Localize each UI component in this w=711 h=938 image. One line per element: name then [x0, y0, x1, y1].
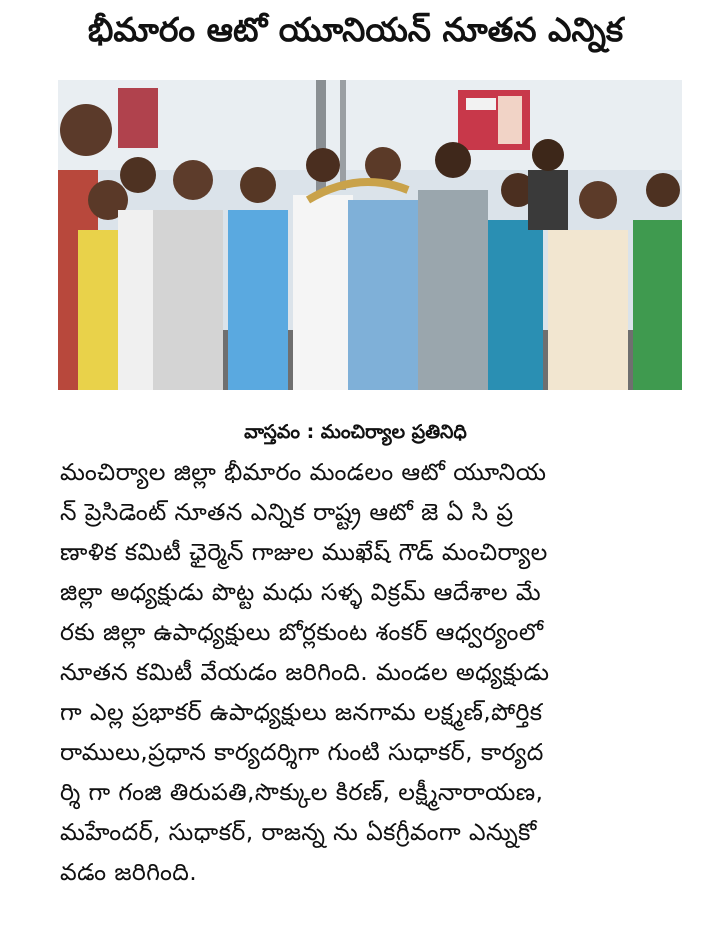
article-line: వడం జరిగింది. [60, 858, 198, 886]
article-line: మంచిర్యాల జిల్లా భీమారం మండలం ఆటో యూనియ [60, 458, 547, 486]
dateline: వాస్తవం : మంచిర్యాల ప్రతినిధి [244, 421, 467, 443]
article-line: గా ఎల్ల ప్రభాకర్ ఉపాధ్యక్షులు జనగామ లక్ష్మణ్,పోర్తిక [60, 698, 543, 726]
article-body [60, 452, 680, 892]
news-photo [58, 80, 682, 390]
headline: భీమారం ఆటో యూనియన్ నూతన ఎన్నిక [87, 10, 624, 49]
article-line: జిల్లా అధ్యక్షుడు పొట్ట మధు సళ్ళ విక్రమ్ ఆదేశాల మే [60, 578, 542, 606]
article-line: మహేందర్, సుధాకర్, రాజన్న ను ఏకగ్రీవంగా ఎన్నుకో [60, 818, 537, 846]
article-line: రకు జిల్లా ఉపాధ్యక్షులు బోర్లకుంట శంకర్ ఆధ్వర్యంలో [60, 618, 544, 646]
article-line: నూతన కమిటీ వేయడం జరిగింది. మండల అధ్యక్షుడు [60, 658, 550, 686]
article-line: ర్శి గా గంజి తిరుపతి,సొక్కుల కిరణ్, లక్ష్మీనారాయణ, [60, 778, 544, 806]
article-line: రాములు,ప్రధాన కార్యదర్శిగా గుంటి సుధాకర్, కార్యద [60, 738, 544, 766]
article-line: ణాళిక కమిటీ ఛైర్మెన్ గాజుల ముఖేష్ గౌడ్ మంచిర్యాల [60, 538, 548, 566]
article-line: న్ ప్రెసిడెంట్ నూతన ఎన్నిక రాష్ట్ర ఆటో జె ఏ సి ప్ర [60, 498, 514, 526]
